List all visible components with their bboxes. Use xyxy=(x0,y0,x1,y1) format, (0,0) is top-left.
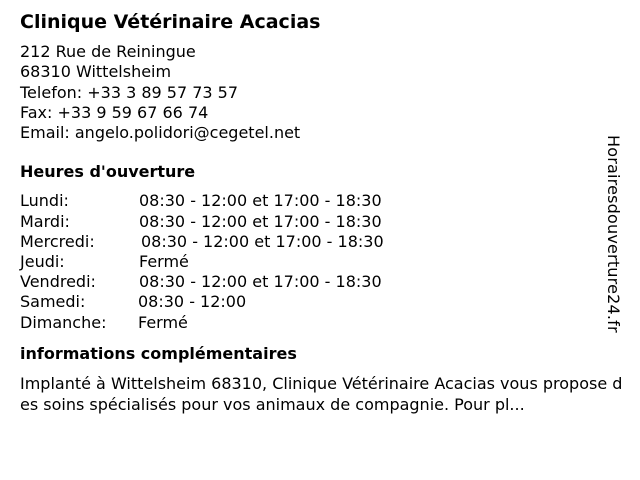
fax-number: Fax: +33 9 59 67 66 74 xyxy=(20,102,209,122)
address-street: 212 Rue de Reiningue xyxy=(20,42,196,61)
day-label: Jeudi: xyxy=(20,252,65,272)
address-block xyxy=(20,42,620,143)
info-heading: informations complémentaires xyxy=(20,343,297,363)
business-card xyxy=(20,9,623,415)
day-label: Mardi: xyxy=(20,211,70,231)
address-city: 68310 Wittelsheim xyxy=(20,62,172,82)
phone-number[interactable]: Telefon: +33 3 89 57 73 57 xyxy=(20,82,239,102)
hours-value: 08:30 - 12:00 et 17:00 - 18:30 xyxy=(139,191,382,211)
hours-heading: Heures d'ouverture xyxy=(20,162,196,182)
day-label: Vendredi: xyxy=(20,272,96,292)
hours-value: 08:30 - 12:00 et 17:00 - 18:30 xyxy=(141,231,384,251)
hours-row-monday xyxy=(20,191,620,211)
hours-row-thursday xyxy=(20,252,620,272)
hours-row-saturday xyxy=(20,292,620,312)
day-label: Mercredi: xyxy=(20,231,95,251)
hours-row-sunday xyxy=(20,313,620,333)
hours-row-tuesday xyxy=(20,212,620,232)
day-label: Samedi: xyxy=(20,292,86,312)
hours-table xyxy=(20,191,620,332)
hours-row-friday xyxy=(20,272,620,292)
hours-value: Fermé xyxy=(138,312,188,332)
hours-value: 08:30 - 12:00 et 17:00 - 18:30 xyxy=(139,211,382,231)
hours-row-wednesday xyxy=(20,232,620,252)
business-name: Clinique Vétérinaire Acacias xyxy=(20,11,321,33)
day-label: Dimanche: xyxy=(20,312,107,332)
info-description: Implanté à Wittelsheim 68310, Clinique Vétérinaire Acacias vous propose des soins spécialisés pour vos animaux de compagnie. Pour pl... xyxy=(20,373,623,414)
email-address[interactable]: Email: angelo.polidori@cegetel.net xyxy=(20,123,301,143)
site-watermark: Horairesdouverture24.fr xyxy=(604,135,623,333)
hours-value: 08:30 - 12:00 xyxy=(138,292,247,312)
hours-value: Fermé xyxy=(139,252,189,272)
hours-value: 08:30 - 12:00 et 17:00 - 18:30 xyxy=(139,272,382,292)
day-label: Lundi: xyxy=(20,191,69,211)
